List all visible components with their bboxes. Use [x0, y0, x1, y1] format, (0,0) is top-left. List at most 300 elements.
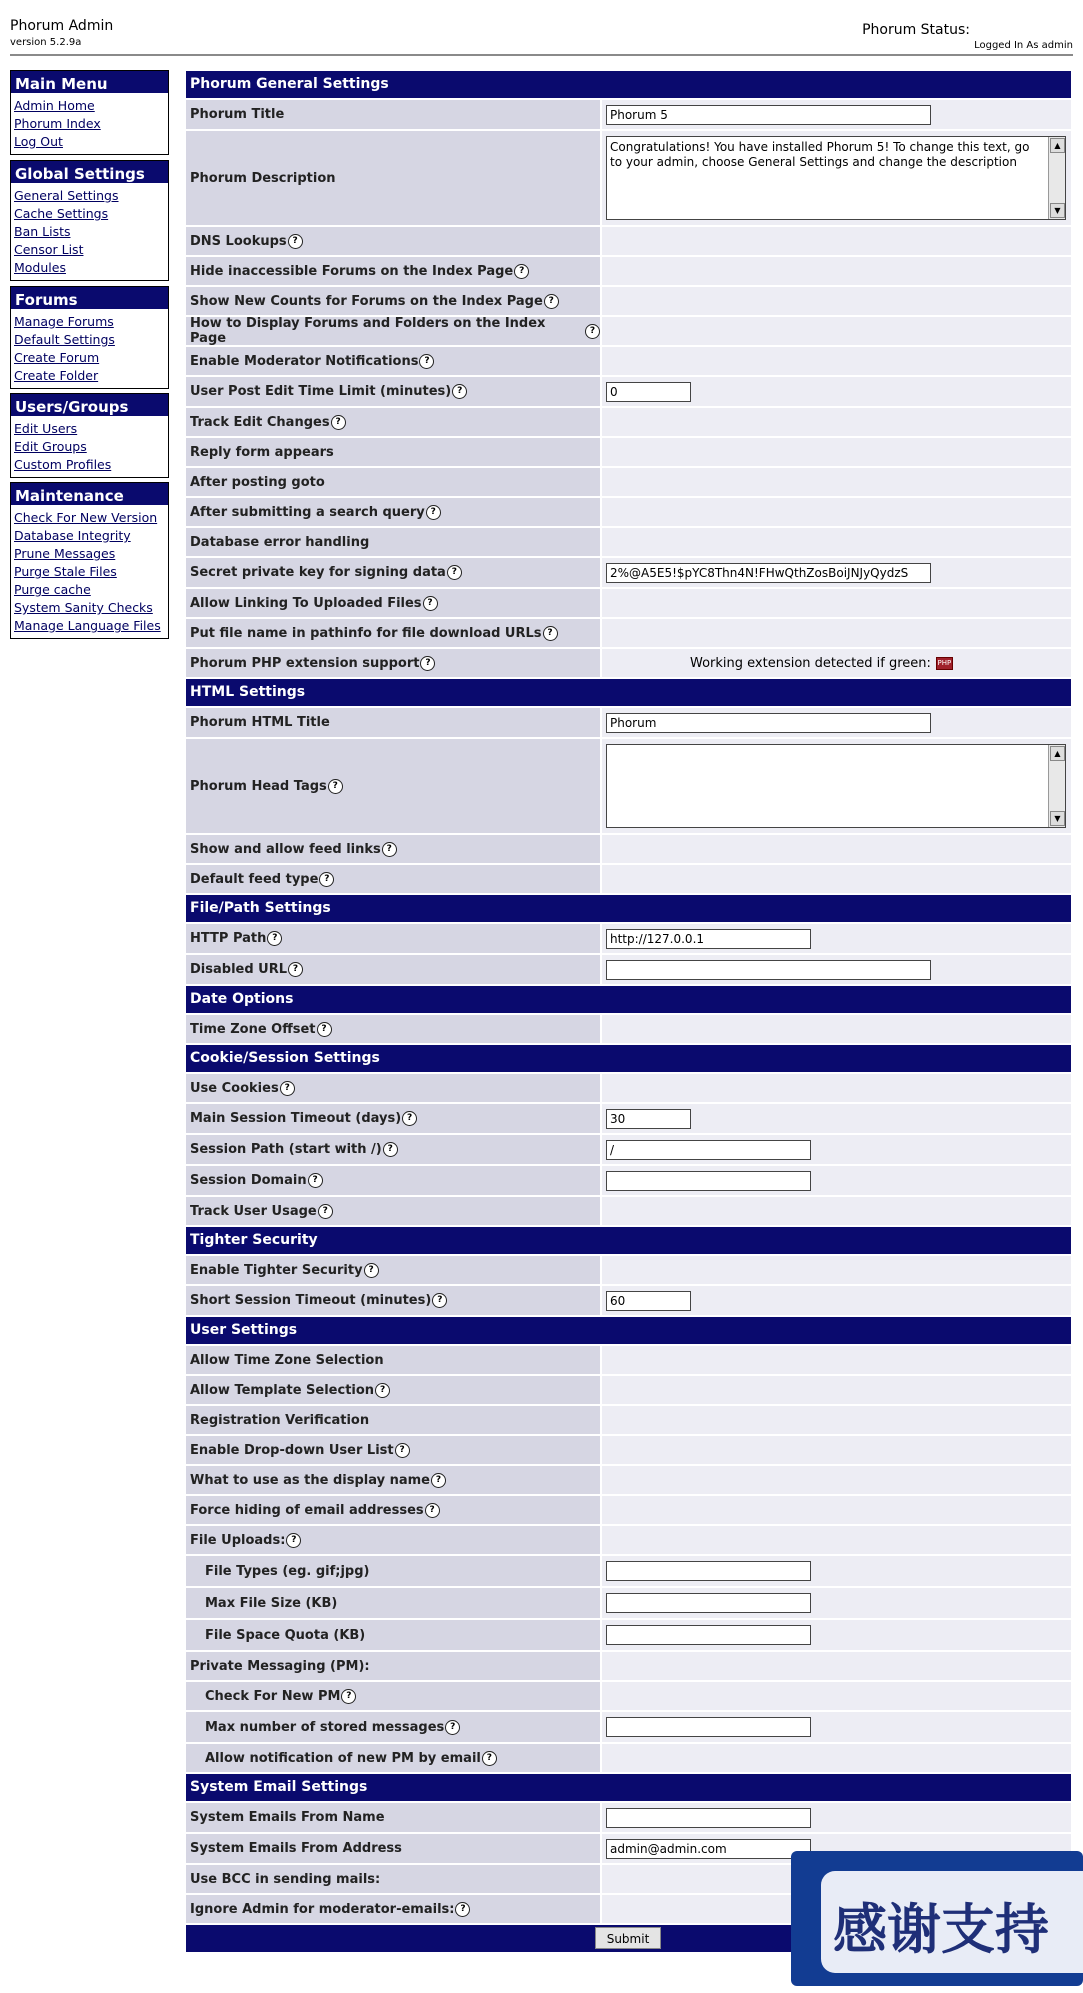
setting-row-show-new-counts-for-forums-on-the-index-page [186, 287, 1071, 317]
input-file-space-quota-kb[interactable] [606, 1625, 811, 1645]
help-icon[interactable]: ? [308, 1173, 323, 1188]
menu-link-ban-lists[interactable]: Ban Lists [14, 224, 71, 239]
help-icon[interactable]: ? [280, 1081, 295, 1096]
setting-field [602, 408, 1071, 436]
input-disabled-url[interactable] [606, 960, 931, 980]
setting-field [602, 347, 1071, 375]
setting-label [186, 1135, 600, 1164]
help-icon[interactable]: ? [382, 842, 397, 857]
setting-row-file-uploads [186, 1526, 1071, 1556]
menu-link-modules[interactable]: Modules [14, 260, 66, 275]
setting-row-enable-drop-down-user-list [186, 1436, 1071, 1466]
setting-field [602, 1526, 1071, 1554]
input-user-post-edit-time-limit-minutes[interactable] [606, 382, 691, 402]
setting-label [186, 100, 600, 129]
setting-row-phorum-php-extension-support [186, 649, 1071, 679]
setting-label [186, 1104, 600, 1133]
help-icon[interactable]: ? [383, 1142, 398, 1157]
setting-label [186, 377, 600, 406]
help-icon[interactable]: ? [423, 596, 438, 611]
setting-row-short-session-timeout-minutes [186, 1286, 1071, 1317]
setting-label-text: Default feed type [190, 871, 319, 887]
setting-row-how-to-display-forums-and-folders-on-the-index-page [186, 317, 1071, 347]
help-icon[interactable]: ? [328, 779, 343, 794]
setting-label [186, 1286, 600, 1315]
textarea-phorum-head-tags[interactable] [606, 744, 1066, 828]
textarea-phorum-description[interactable] [606, 136, 1066, 220]
help-icon[interactable]: ? [419, 354, 434, 369]
help-icon[interactable]: ? [425, 1503, 440, 1518]
extension-status [690, 656, 953, 671]
setting-field [602, 1556, 1071, 1586]
setting-label [186, 438, 600, 466]
menu-title: Maintenance [11, 483, 168, 505]
menu-maintenance [10, 482, 169, 639]
section-header-phorum-general-settings: Phorum General Settings [186, 71, 1071, 98]
header-bar [10, 18, 1073, 56]
setting-row-use-cookies [186, 1074, 1071, 1104]
setting-field [602, 1744, 1071, 1772]
setting-label [186, 865, 600, 893]
setting-row-dns-lookups [186, 227, 1071, 257]
setting-label-text: Enable Drop-down User List [190, 1442, 394, 1458]
textarea-text: Congratulations! You have installed Phorum 5! To change this text, go to your admin, choose General Settings and change the description [610, 140, 1030, 169]
setting-label [186, 835, 600, 863]
scrollbar[interactable] [1048, 137, 1065, 219]
setting-field [602, 1166, 1071, 1195]
setting-field [602, 1256, 1071, 1284]
scroll-up-arrow-icon[interactable]: ▲ [1050, 138, 1065, 153]
setting-label-text: System Emails From Name [190, 1810, 385, 1825]
setting-label-text: Registration Verification [190, 1412, 370, 1428]
input-short-session-timeout-minutes[interactable] [606, 1291, 691, 1311]
setting-label [186, 1588, 600, 1618]
setting-field [602, 1286, 1071, 1315]
setting-field [602, 1406, 1071, 1434]
help-icon[interactable]: ? [318, 1204, 333, 1219]
setting-label-text: Track Edit Changes [190, 414, 330, 430]
setting-label [186, 468, 600, 496]
input-main-session-timeout-days[interactable] [606, 1109, 691, 1129]
setting-label [186, 1652, 600, 1680]
setting-label-text: After submitting a search query [190, 504, 425, 520]
setting-field [602, 619, 1071, 647]
menu-link-custom-profiles[interactable]: Custom Profiles [14, 457, 112, 472]
help-icon[interactable]: ? [585, 324, 600, 339]
setting-row-hide-inaccessible-forums-on-the-index-page [186, 257, 1071, 287]
scrollbar[interactable] [1048, 745, 1065, 827]
help-icon[interactable]: ? [364, 1263, 379, 1278]
scroll-down-arrow-icon[interactable]: ▼ [1050, 203, 1065, 218]
extension-status-text: Working extension detected if green: [690, 655, 931, 671]
menu-link-purge-stale-files[interactable]: Purge Stale Files [14, 564, 117, 579]
watermark-panel [821, 1871, 1083, 1973]
help-icon[interactable]: ? [420, 656, 435, 671]
setting-label [186, 1166, 600, 1195]
setting-row-force-hiding-of-email-addresses [186, 1496, 1071, 1526]
setting-label-text: What to use as the display name [190, 1472, 430, 1488]
submit-button[interactable]: Submit [595, 1927, 661, 1949]
setting-row-put-file-name-in-pathinfo-for-file-download-urls [186, 619, 1071, 649]
setting-row-phorum-description [186, 131, 1071, 227]
scroll-up-arrow-icon[interactable]: ▲ [1050, 746, 1065, 761]
setting-field [602, 317, 1071, 345]
setting-field [602, 1346, 1071, 1374]
setting-row-enable-moderator-notifications [186, 347, 1071, 377]
setting-field [602, 1015, 1071, 1043]
setting-field [602, 1588, 1071, 1618]
setting-label [186, 1346, 600, 1374]
setting-row-secret-private-key-for-signing-data [186, 558, 1071, 589]
setting-row-enable-tighter-security [186, 1256, 1071, 1286]
setting-label [186, 227, 600, 255]
setting-field [602, 1803, 1071, 1832]
setting-label-text: Session Path (start with /) [190, 1142, 382, 1157]
setting-field [602, 1104, 1071, 1133]
setting-label [186, 708, 600, 737]
setting-label [186, 1496, 600, 1524]
setting-row-what-to-use-as-the-display-name [186, 1466, 1071, 1496]
setting-label-text: How to Display Forums and Folders on the Index Page [190, 316, 546, 346]
setting-row-http-path [186, 924, 1071, 955]
setting-label-text: Phorum PHP extension support [190, 655, 420, 671]
setting-field [602, 1197, 1071, 1225]
section-header-file-path-settings: File/Path Settings [186, 895, 1071, 922]
setting-label [186, 1466, 600, 1494]
section-header-tighter-security: Tighter Security [186, 1227, 1071, 1254]
setting-label-text: Session Domain [190, 1173, 307, 1188]
setting-row-user-post-edit-time-limit-minutes [186, 377, 1071, 408]
menu-link-manage-forums[interactable]: Manage Forums [14, 314, 114, 329]
setting-label [186, 257, 600, 285]
help-icon[interactable]: ? [432, 1293, 447, 1308]
menu-users-groups [10, 393, 169, 478]
menu-links [11, 309, 168, 388]
input-system-emails-from-address[interactable] [606, 1839, 811, 1859]
help-icon[interactable]: ? [319, 872, 334, 887]
setting-label [186, 1074, 600, 1102]
setting-field [602, 100, 1071, 129]
setting-row-system-emails-from-name [186, 1803, 1071, 1834]
setting-row-show-and-allow-feed-links [186, 835, 1071, 865]
setting-label-text: Phorum Title [190, 107, 285, 122]
setting-field [602, 1712, 1071, 1742]
menu-main-menu [10, 70, 169, 155]
setting-label-text: Disabled URL [190, 962, 288, 977]
help-icon[interactable]: ? [286, 1533, 301, 1548]
setting-label-text: Allow Template Selection [190, 1382, 375, 1398]
menu-title: Global Settings [11, 161, 168, 183]
watermark-text: 感谢支持 [833, 1898, 1049, 1961]
setting-field [602, 835, 1071, 863]
setting-label-text: After posting goto [190, 474, 325, 490]
input-secret-private-key-for-signing-data[interactable] [606, 563, 931, 583]
setting-label-text: Reply form appears [190, 444, 334, 460]
setting-label-text: File Types (eg. gif;jpg) [205, 1563, 370, 1579]
watermark-banner [791, 1851, 1083, 1986]
setting-row-database-error-handling [186, 528, 1071, 558]
help-icon[interactable]: ? [544, 294, 559, 309]
setting-row-file-space-quota-kb [186, 1620, 1071, 1652]
scroll-down-arrow-icon[interactable]: ▼ [1050, 811, 1065, 826]
setting-label-text: Main Session Timeout (days) [190, 1111, 402, 1126]
setting-row-main-session-timeout-days [186, 1104, 1071, 1135]
menu-link-purge-cache[interactable]: Purge cache [14, 582, 91, 597]
php-extension-icon: PHP [936, 657, 953, 670]
setting-label [186, 1865, 600, 1893]
setting-label [186, 1834, 600, 1863]
menu-link-prune-messages[interactable]: Prune Messages [14, 546, 116, 561]
setting-label-text: Ignore Admin for moderator-emails: [190, 1901, 455, 1917]
setting-field [602, 468, 1071, 496]
section-header-date-options: Date Options [186, 986, 1071, 1013]
setting-label-text: Phorum Head Tags [190, 778, 327, 794]
setting-field [602, 1466, 1071, 1494]
setting-field [602, 739, 1071, 833]
setting-label [186, 1376, 600, 1404]
help-icon[interactable]: ? [402, 1111, 417, 1126]
menu-links [11, 93, 168, 154]
setting-row-allow-template-selection [186, 1376, 1071, 1406]
help-icon[interactable]: ? [452, 384, 467, 399]
app-version: version 5.2.9a [10, 37, 82, 48]
menu-link-general-settings[interactable]: General Settings [14, 188, 119, 203]
setting-label [186, 347, 600, 375]
menu-title: Main Menu [11, 71, 168, 93]
setting-row-after-posting-goto [186, 468, 1071, 498]
input-phorum-title[interactable] [606, 105, 931, 125]
setting-field [602, 438, 1071, 466]
setting-label-text: User Post Edit Time Limit (minutes) [190, 384, 452, 399]
setting-label-text: Enable Tighter Security [190, 1262, 363, 1278]
setting-row-after-submitting-a-search-query [186, 498, 1071, 528]
setting-label-text: Force hiding of email addresses [190, 1502, 424, 1518]
input-max-number-of-stored-messages[interactable] [606, 1717, 811, 1737]
setting-label [186, 1682, 600, 1710]
menu-link-phorum-index[interactable]: Phorum Index [14, 116, 101, 131]
menu-links [11, 416, 168, 477]
setting-row-private-messaging-pm [186, 1652, 1071, 1682]
setting-label-text: Put file name in pathinfo for file download URLs [190, 625, 542, 641]
setting-label-text: Check For New PM [205, 1688, 341, 1704]
setting-label-text: Secret private key for signing data [190, 565, 446, 580]
setting-field [602, 227, 1071, 255]
menu-link-create-folder[interactable]: Create Folder [14, 368, 99, 383]
setting-field [602, 1620, 1071, 1650]
setting-row-allow-notification-of-new-pm-by-email [186, 1744, 1071, 1774]
setting-label [186, 619, 600, 647]
help-icon[interactable]: ? [288, 962, 303, 977]
app-title: Phorum Admin [10, 18, 114, 34]
menu-link-manage-language-files[interactable]: Manage Language Files [14, 618, 161, 633]
setting-label-text: Max number of stored messages [205, 1719, 445, 1735]
setting-label [186, 528, 600, 556]
setting-label-text: File Space Quota (KB) [205, 1627, 366, 1643]
menu-link-create-forum[interactable]: Create Forum [14, 350, 100, 365]
setting-field [602, 528, 1071, 556]
help-icon[interactable]: ? [455, 1902, 470, 1917]
section-header-html-settings: HTML Settings [186, 679, 1071, 706]
setting-field [602, 955, 1071, 984]
setting-field [602, 1496, 1071, 1524]
setting-label-text: Use Cookies [190, 1080, 279, 1096]
setting-field [602, 708, 1071, 737]
setting-label [186, 558, 600, 587]
menu-title: Forums [11, 287, 168, 309]
setting-label [186, 1744, 600, 1772]
section-header-cookie-session-settings: Cookie/Session Settings [186, 1045, 1071, 1072]
help-icon[interactable]: ? [317, 1022, 332, 1037]
setting-label-text: HTTP Path [190, 931, 267, 946]
setting-row-check-for-new-pm [186, 1682, 1071, 1712]
input-phorum-html-title[interactable] [606, 713, 931, 733]
setting-label [186, 1406, 600, 1434]
setting-row-track-edit-changes [186, 408, 1071, 438]
setting-field [602, 1436, 1071, 1464]
setting-label [186, 408, 600, 436]
help-icon[interactable]: ? [431, 1473, 446, 1488]
input-session-domain[interactable] [606, 1171, 811, 1191]
setting-label [186, 955, 600, 984]
setting-label-text: Private Messaging (PM): [190, 1658, 370, 1674]
setting-label-text: Enable Moderator Notifications [190, 353, 419, 369]
setting-label [186, 739, 600, 833]
setting-label-text: Database error handling [190, 534, 370, 550]
menu-link-edit-users[interactable]: Edit Users [14, 421, 78, 436]
setting-label-text: Show and allow feed links [190, 841, 381, 857]
menu-link-check-for-new-version[interactable]: Check For New Version [14, 510, 158, 525]
setting-row-session-path-start-with [186, 1135, 1071, 1166]
setting-label-text: Short Session Timeout (minutes) [190, 1293, 432, 1308]
help-icon[interactable]: ? [447, 565, 462, 580]
menu-link-admin-home[interactable]: Admin Home [14, 98, 95, 113]
setting-field [602, 498, 1071, 526]
setting-label [186, 589, 600, 617]
menu-title: Users/Groups [11, 394, 168, 416]
setting-row-allow-linking-to-uploaded-files [186, 589, 1071, 619]
help-icon[interactable]: ? [395, 1443, 410, 1458]
help-icon[interactable]: ? [426, 505, 441, 520]
setting-row-file-types-eg-gif-jpg [186, 1556, 1071, 1588]
setting-field [602, 558, 1071, 587]
help-icon[interactable]: ? [288, 234, 303, 249]
menu-link-log-out[interactable]: Log Out [14, 134, 63, 149]
section-header-system-email-settings: System Email Settings [186, 1774, 1071, 1801]
phorum-status-label: Phorum Status: [862, 22, 970, 38]
setting-field [602, 1135, 1071, 1164]
menu-link-censor-list[interactable]: Censor List [14, 242, 84, 257]
menu-link-cache-settings[interactable]: Cache Settings [14, 206, 109, 221]
menu-forums [10, 286, 169, 389]
setting-label [186, 1895, 600, 1923]
setting-field [602, 1376, 1071, 1404]
input-session-path-start-with[interactable] [606, 1140, 811, 1160]
setting-row-registration-verification [186, 1406, 1071, 1436]
setting-field [602, 257, 1071, 285]
setting-label [186, 1197, 600, 1225]
menu-link-default-settings[interactable]: Default Settings [14, 332, 115, 347]
setting-row-session-domain [186, 1166, 1071, 1197]
input-max-file-size-kb[interactable] [606, 1593, 811, 1613]
setting-row-max-number-of-stored-messages [186, 1712, 1071, 1744]
setting-row-max-file-size-kb [186, 1588, 1071, 1620]
setting-field [602, 924, 1071, 953]
help-icon[interactable]: ? [331, 415, 346, 430]
setting-label-text: Show New Counts for Forums on the Index Page [190, 293, 543, 309]
setting-label [186, 498, 600, 526]
setting-field [602, 589, 1071, 617]
setting-row-time-zone-offset [186, 1015, 1071, 1045]
setting-field [602, 649, 1071, 677]
setting-row-reply-form-appears [186, 438, 1071, 468]
setting-label-text: Hide inaccessible Forums on the Index Page [190, 263, 514, 279]
help-icon[interactable]: ? [267, 931, 282, 946]
setting-row-phorum-html-title [186, 708, 1071, 739]
section-header-user-settings: User Settings [186, 1317, 1071, 1344]
menu-global-settings [10, 160, 169, 281]
menu-links [11, 505, 168, 638]
setting-label-text: Track User Usage [190, 1203, 317, 1219]
setting-row-allow-time-zone-selection [186, 1346, 1071, 1376]
setting-label-text: Max File Size (KB) [205, 1595, 338, 1611]
setting-label-text: DNS Lookups [190, 233, 287, 249]
setting-row-phorum-title [186, 100, 1071, 131]
setting-label-text: System Emails From Address [190, 1841, 402, 1856]
setting-label [186, 1526, 600, 1554]
setting-label-text: Time Zone Offset [190, 1021, 316, 1037]
setting-row-default-feed-type [186, 865, 1071, 895]
setting-field [602, 1074, 1071, 1102]
help-icon[interactable]: ? [543, 626, 558, 641]
setting-field [602, 131, 1071, 225]
setting-label-text: Phorum Description [190, 170, 336, 186]
setting-label-text: Allow Linking To Uploaded Files [190, 595, 422, 611]
help-icon[interactable]: ? [341, 1689, 356, 1704]
menu-link-edit-groups[interactable]: Edit Groups [14, 439, 87, 454]
setting-label [186, 1436, 600, 1464]
setting-field [602, 287, 1071, 315]
help-icon[interactable]: ? [482, 1751, 497, 1766]
setting-field [602, 1652, 1071, 1680]
setting-row-disabled-url [186, 955, 1071, 986]
setting-label-text: Phorum HTML Title [190, 715, 330, 730]
menu-link-database-integrity[interactable]: Database Integrity [14, 528, 131, 543]
setting-label [186, 317, 600, 345]
setting-label-text: Allow notification of new PM by email [205, 1750, 481, 1766]
setting-row-track-user-usage [186, 1197, 1071, 1227]
setting-label [186, 1256, 600, 1284]
setting-label-text: Allow Time Zone Selection [190, 1352, 384, 1368]
menu-link-system-sanity-checks[interactable]: System Sanity Checks [14, 600, 153, 615]
logged-in-text: Logged In As admin [974, 40, 1073, 51]
setting-field [602, 377, 1071, 406]
setting-label [186, 287, 600, 315]
help-icon[interactable]: ? [375, 1383, 390, 1398]
setting-label [186, 649, 600, 677]
setting-row-phorum-head-tags [186, 739, 1071, 835]
setting-label-text: File Uploads: [190, 1532, 286, 1548]
input-http-path[interactable] [606, 929, 811, 949]
setting-label [186, 1556, 600, 1586]
setting-label [186, 1620, 600, 1650]
input-system-emails-from-name[interactable] [606, 1808, 811, 1828]
help-icon[interactable]: ? [514, 264, 529, 279]
input-file-types-eg-gif-jpg[interactable] [606, 1561, 811, 1581]
setting-field [602, 1682, 1071, 1710]
help-icon[interactable]: ? [445, 1720, 460, 1735]
setting-label [186, 131, 600, 225]
setting-label-text: Use BCC in sending mails: [190, 1871, 381, 1887]
